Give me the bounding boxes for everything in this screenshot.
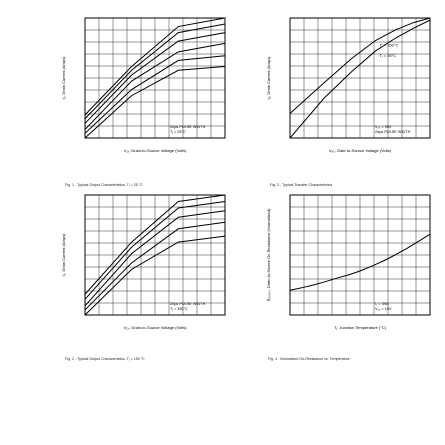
plot-on-resistance [250,185,430,345]
chart-transfer [250,8,430,168]
y-axis-label: R₂ₛ₍ₒₙ₎, Drain-to-Source On Resistance (Normalized) [266,208,271,302]
caption-fig2: Fig. 2 - Typical Output Characteristics, Tⱼ = 150 °C [65,357,145,361]
legend-entry-2: 20µs PULSE WIDTH [375,130,411,134]
y-axis-label: I₂, Drain Current (Amps) [266,56,271,100]
x-axis-label: V₉ₛ, Gate-to-Source Voltage (Volts) [328,148,392,153]
caption-fig3: Fig. 3 - Typical Transfer Characteristics [270,183,333,187]
caption-fig1: Fig. 1 - Typical Output Characteristics, Tⱼ = 25 °C [65,183,143,187]
series-label-1: Tⱼ = 25°C [379,52,397,58]
legend-entry-1: 20µs PULSE WIDTH [170,125,206,129]
y-axis-label: I₂, Drain Current (Amps) [61,56,66,100]
legend-entry-2: Tⱼ = 25°C [170,130,186,134]
chart-output-150c [45,185,225,345]
caption-fig4: Fig. 4 - Normalized On-Resistance vs. Temperature [268,357,350,361]
y-axis-label: I₂, Drain Current (Amps) [61,233,66,277]
plot-output-150c [45,185,225,345]
legend-entry-1: V₂ₛ = 50V [375,125,392,129]
legend-entry-2: V₉ₛ = 10V [375,307,392,311]
chart-on-resistance [250,185,430,345]
series-label-2: Tⱼ = 150°C [379,42,399,48]
x-axis-label: V₂ₛ, Drain-to-Source Voltage (Volts) [123,148,187,153]
legend-entry-1: I₂ = 59A [375,302,389,306]
legend-entry-2: Tⱼ = 150°C [170,307,188,311]
legend-entry-1: 20µs PULSE WIDTH [170,302,206,306]
x-axis-label: V₂ₛ, Drain-to-Source Voltage (Volts) [123,325,187,330]
x-axis-label: Tⱼ, Junction Temperature (°C) [333,325,387,330]
chart-output-25c [45,8,225,168]
plot-transfer [250,8,430,168]
plot-output-25c [45,8,225,168]
